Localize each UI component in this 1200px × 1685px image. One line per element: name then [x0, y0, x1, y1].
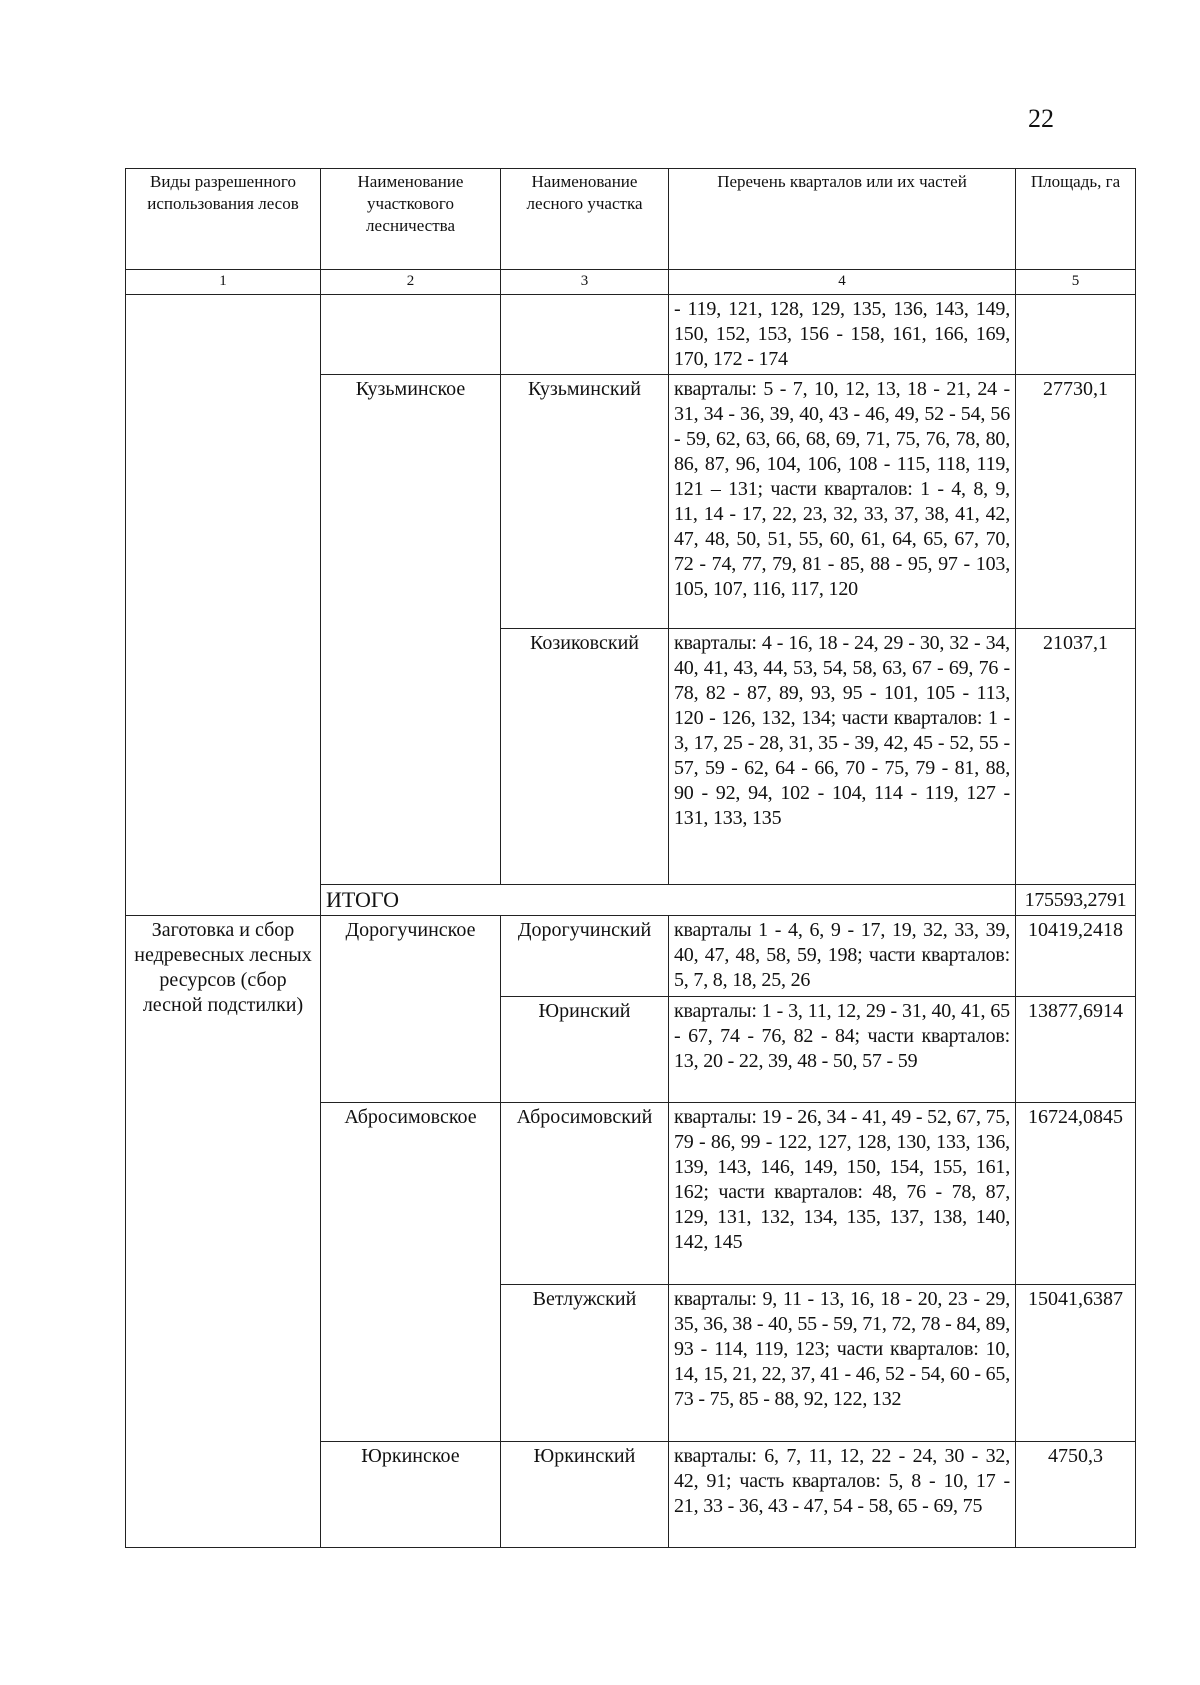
column-number: 4 — [669, 270, 1016, 295]
column-number: 5 — [1016, 270, 1136, 295]
forestry-cell: Абросимовское — [321, 1103, 501, 1442]
area-cell: 10419,2418 — [1016, 916, 1136, 997]
area-cell — [1016, 295, 1136, 375]
area-cell: 21037,1 — [1016, 629, 1136, 885]
plot-cell: Ветлужский — [501, 1285, 669, 1442]
quarters-list-cell: кварталы: 6, 7, 11, 12, 22 - 24, 30 - 32, 42, 91; часть кварталов: 5, 8 - 10, 17 - 21, 33 - 36, 43 - 47, 54 - 58, 65 - 69, 75 — [669, 1442, 1016, 1548]
usage-type-cell — [126, 295, 321, 916]
area-cell: 15041,6387 — [1016, 1285, 1136, 1442]
quarters-list-cell: кварталы: 9, 11 - 13, 16, 18 - 20, 23 - 29, 35, 36, 38 - 40, 55 - 59, 71, 72, 78 - 84, 89, 93 - 114, 119, 123; части кварталов: 10, 14, 15, 21, 22, 37, 41 - 46, 52 - 54, 60 - 65, 73 - 75, 85 - 88, 92, 122, 132 — [669, 1285, 1016, 1442]
area-cell: 16724,0845 — [1016, 1103, 1136, 1285]
total-label: ИТОГО — [321, 885, 1016, 916]
plot-cell: Дорогучинский — [501, 916, 669, 997]
forestry-cell: Дорогучинское — [321, 916, 501, 1103]
area-cell: 13877,6914 — [1016, 997, 1136, 1103]
quarters-list-cell: кварталы: 1 - 3, 11, 12, 29 - 31, 40, 41, 65 - 67, 74 - 76, 82 - 84; части кварталов: 13, 20 - 22, 39, 48 - 50, 57 - 59 — [669, 997, 1016, 1103]
quarters-list-cell: кварталы: 4 - 16, 18 - 24, 29 - 30, 32 - 34, 40, 41, 43, 44, 53, 54, 58, 63, 67 - 69, 76 - 78, 82 - 87, 89, 93, 95 - 101, 105 - 113, 120 - 126, 132, 134; части кварталов: 1 - 3, 17, 25 - 28, 31, 35 - 39, 42, 45 - 52, 55 - 57, 59 - 62, 64 - 66, 70 - 75, 79 - 81, 88, 90 - 92, 94, 102 - 104, 114 - 119, 127 - 131, 133, 135 — [669, 629, 1016, 885]
quarters-list-cell: кварталы: 5 - 7, 10, 12, 13, 18 - 21, 24 - 31, 34 - 36, 39, 40, 43 - 46, 49, 52 - 54, 56 - 59, 62, 63, 66, 68, 69, 71, 75, 76, 78, 80, 86, 87, 96, 104, 106, 108 - 115, 118, 119, 121 – 131; части кварталов: 1 - 4, 8, 9, 11, 14 - 17, 22, 23, 32, 33, 37, 38, 41, 42, 47, 48, 50, 51, 55, 60, 61, 64, 65, 67, 70, 72 - 74, 77, 79, 81 - 85, 88 - 95, 97 - 103, 105, 107, 116, 117, 120 — [669, 375, 1016, 629]
column-numbers-row — [126, 270, 1136, 295]
plot-cell: Кузьминский — [501, 375, 669, 629]
header-area: Площадь, га — [1016, 169, 1136, 270]
column-number: 1 — [126, 270, 321, 295]
forestry-cell: Кузьминское — [321, 375, 501, 885]
page-number: 22 — [1028, 104, 1054, 133]
header-forestry-name: Наименование участкового лесничества — [321, 169, 501, 270]
table-row — [126, 916, 1136, 997]
forest-usage-table — [125, 168, 1136, 1548]
plot-cell: Юринский — [501, 997, 669, 1103]
column-number: 2 — [321, 270, 501, 295]
header-plot-name: Наименование лесного участка — [501, 169, 669, 270]
plot-cell: Абросимовский — [501, 1103, 669, 1285]
table-row — [126, 295, 1136, 375]
forestry-cell: Юркинское — [321, 1442, 501, 1548]
table-header-row — [126, 169, 1136, 270]
header-usage-type: Виды разрешенного использования лесов — [126, 169, 321, 270]
usage-type-cell: Заготовка и сбор недревесных лесных ресурсов (сбор лесной подстилки) — [126, 916, 321, 1548]
forestry-cell — [321, 295, 501, 375]
quarters-list-cell: кварталы: 19 - 26, 34 - 41, 49 - 52, 67, 75, 79 - 86, 99 - 122, 127, 128, 130, 133, 136, 139, 143, 146, 149, 150, 154, 155, 161, 162; части кварталов: 48, 76 - 78, 87, 129, 131, 132, 134, 135, 137, 138, 140, 142, 145 — [669, 1103, 1016, 1285]
quarters-list-cell: кварталы 1 - 4, 6, 9 - 17, 19, 32, 33, 39, 40, 47, 48, 58, 59, 198; части кварталов: 5, 7, 8, 18, 25, 26 — [669, 916, 1016, 997]
column-number: 3 — [501, 270, 669, 295]
plot-cell: Юркинский — [501, 1442, 669, 1548]
plot-cell: Козиковский — [501, 629, 669, 885]
quarters-list-cell: - 119, 121, 128, 129, 135, 136, 143, 149, 150, 152, 153, 156 - 158, 161, 166, 169, 170, 172 - 174 — [669, 295, 1016, 375]
total-value: 175593,2791 — [1016, 885, 1136, 916]
area-cell: 4750,3 — [1016, 1442, 1136, 1548]
header-quarters-list: Перечень кварталов или их частей — [669, 169, 1016, 270]
plot-cell — [501, 295, 669, 375]
area-cell: 27730,1 — [1016, 375, 1136, 629]
